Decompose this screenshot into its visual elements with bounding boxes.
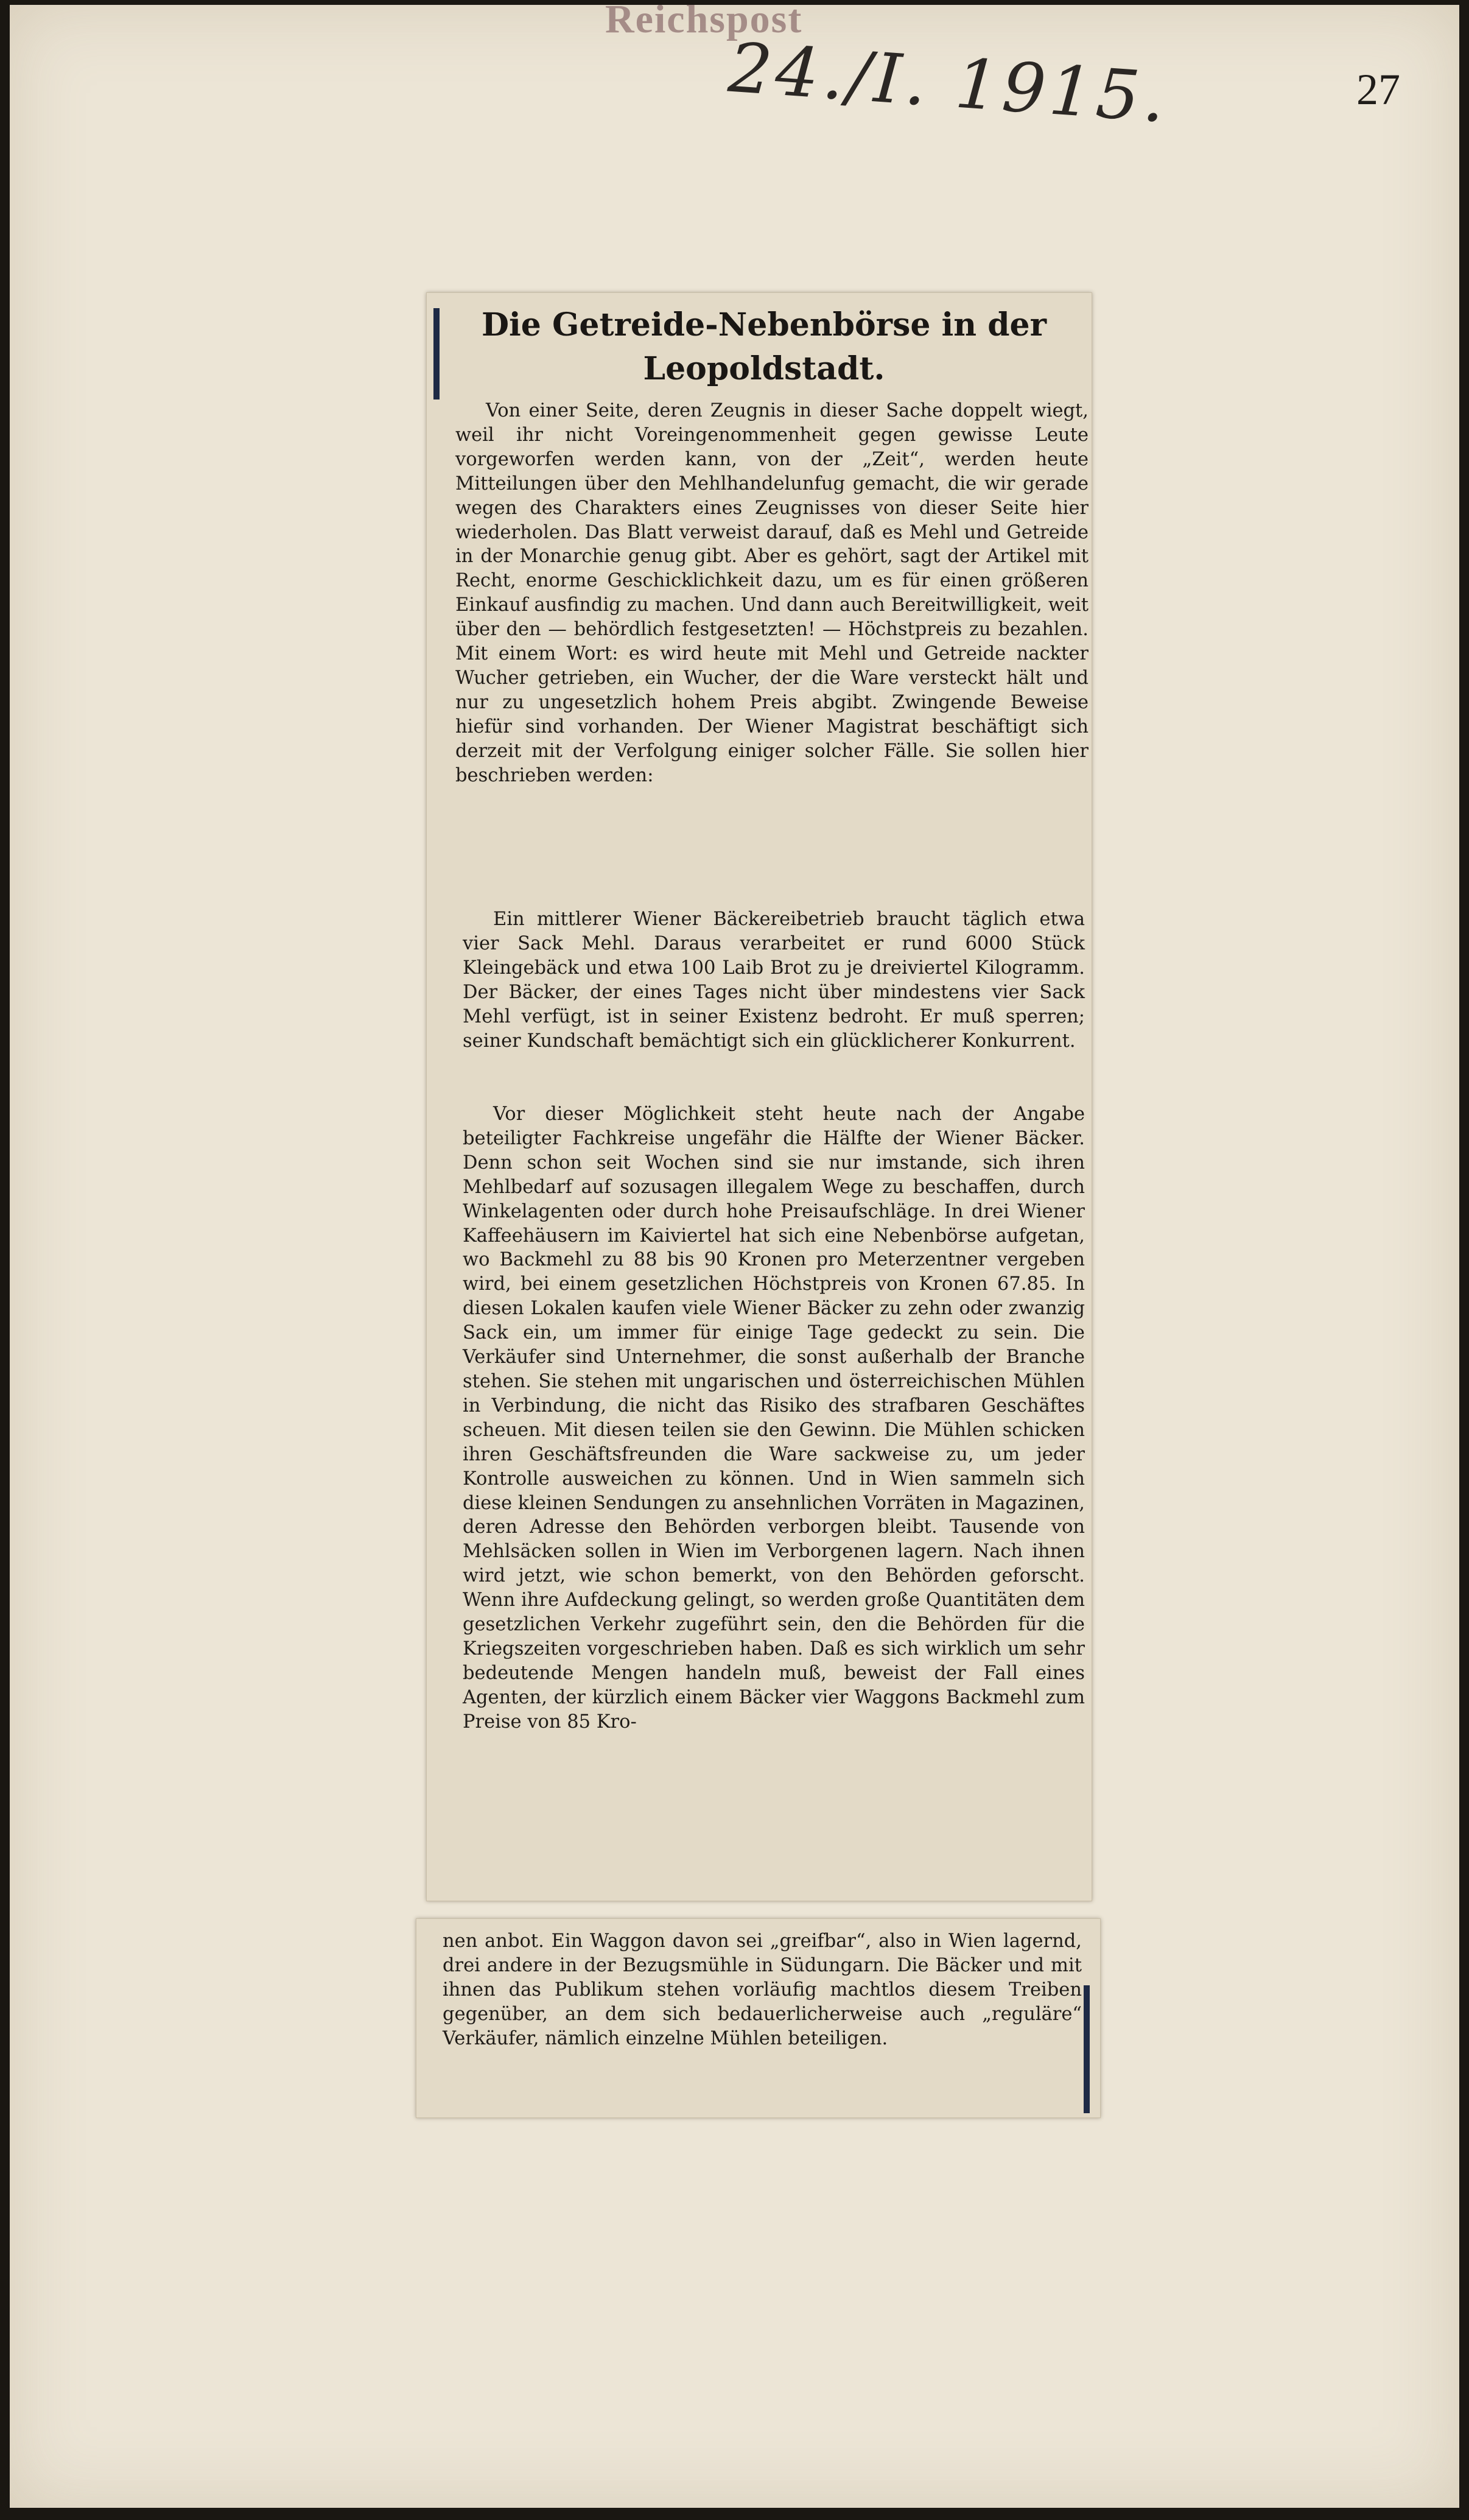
margin-mark-left <box>433 308 440 399</box>
article-paragraph-4 <box>443 1929 1082 2109</box>
handwritten-date: 24./I. 1915. <box>726 28 1171 138</box>
paragraph-text: Vor dieser Möglichkeit steht heute nach der Angabe beteiligter Fachkreise ungefähr die Hälfte der Wiener Bäcker. Denn schon seit Wochen sind sie nur imstande, sich ihren Mehlbedarf auf sozusagen illegalem Wege zu beschaffen, durch Winkelagenten oder durch hohe Preisaufschläge. In drei Wiener Kaffeehäusern im Kaiviertel hat sich eine Nebenbörse aufgetan, wo Backmehl zu 88 bis 90 Kronen pro Meterzentner vergeben wird, bei einem gesetzlichen Höchstpreis von Kronen 67.85. In diesen Lokalen kaufen viele Wiener Bäcker zu zehn oder zwanzig Sack ein, um immer für einige Tage gedeckt zu sein. Die Verkäufer sind Unternehmer, die sonst außerhalb der Branche stehen. Sie stehen mit ungarischen und österreichischen Mühlen in Verbindung, die nicht das Risiko des strafbaren Geschäftes scheuen. Mit diesen teilen sie den Gewinn. Die Mühlen schicken ihren Geschäftsfreunden die Ware sackweise zu, um jeder Kontrolle ausweichen zu können. Und in Wien sammeln sich diese kleinen Sendungen zu ansehnlichen Vorräten in Magazinen, deren Adresse den Behörden verborgen bleibt. Tausende von Mehlsäcken sollen in Wien im Verborgenen lagern. Nach ihnen wird jetzt, wie schon bemerkt, von den Behörden geforscht. Wenn ihre Aufdeckung gelingt, so werden große Quantitäten dem gesetzlichen Verkehr zugeführt sein, den die Behörden für die Kriegszeiten vorgeschrieben haben. Daß es sich wirklich um sehr bedeutende Mengen handeln muß, beweist der Fall eines Agenten, der kürzlich einem Bäcker vier Waggons Backmehl zum Preise von 85 Kro- <box>463 1103 1085 1733</box>
margin-mark-right <box>1084 1985 1090 2113</box>
paragraph-text: Ein mittlerer Wiener Bäckereibetrieb braucht täglich etwa vier Sack Mehl. Daraus verarbeitet er rund 6000 Stück Kleingebäck und etwa 100 Laib Brot zu je dreiviertel Kilogramm. Der Bäcker, der eines Tages nicht über mindestens vier Sack Mehl verfügt, ist in seiner Existenz bedroht. Er muß sperren; seiner Kundschaft bemächtigt sich ein glücklicherer Konkurrent. <box>463 909 1085 1052</box>
article-title: Die Getreide-Nebenbörse in der Leopoldstadt. <box>481 306 1047 387</box>
paragraph-text: nen anbot. Ein Waggon davon sei „greifbar“, also in Wien lagernd, drei andere in der Bezugsmühle in Südungarn. Die Bäcker und mit ihnen das Publikum stehen vorläufig machtlos diesem Treiben gegenüber, an dem sich bedauerlicherweise auch „reguläre“ Verkäufer, nämlich einzelne Mühlen beteiligen. <box>443 1930 1082 2049</box>
article-paragraph-1 <box>455 399 1089 898</box>
paragraph-text: Von einer Seite, deren Zeugnis in dieser Sache doppelt wiegt, weil ihr nicht Voreingenommenheit gegen gewisse Leute vorgeworfen werden kann, von der „Zeit“, werden heute Mitteilungen über den Mehlhandelunfug gemacht, die wir gerade wegen des Charakters eines Zeugnisses von dieser Seite hier wiederholen. Das Blatt verweist darauf, daß es Mehl und Getreide in der Monarchie genug gibt. Aber es gehört, sagt der Artikel mit Recht, enorme Geschicklichkeit dazu, um es für einen größeren Einkauf ausfindig zu machen. Und dann auch Bereitwilligkeit, weit über den — behördlich festgesetzten! — Höchstpreis zu bezahlen. Mit einem Wort: es wird heute mit Mehl und Getreide nackter Wucher getrieben, ein Wucher, der die Ware versteckt hält und nur zu ungesetzlich hohem Preis abgibt. Zwingende Beweise hiefür sind vorhanden. Der Wiener Magistrat beschäftigt sich derzeit mit der Verfolgung einiger solcher Fälle. Sie sollen hier beschrieben werden: <box>455 400 1089 786</box>
page-number: 27 <box>1356 65 1400 114</box>
archive-stamp: Reichspost <box>605 5 803 41</box>
article-paragraph-3 <box>463 1102 1085 1894</box>
article-paragraph-2 <box>463 907 1085 1088</box>
